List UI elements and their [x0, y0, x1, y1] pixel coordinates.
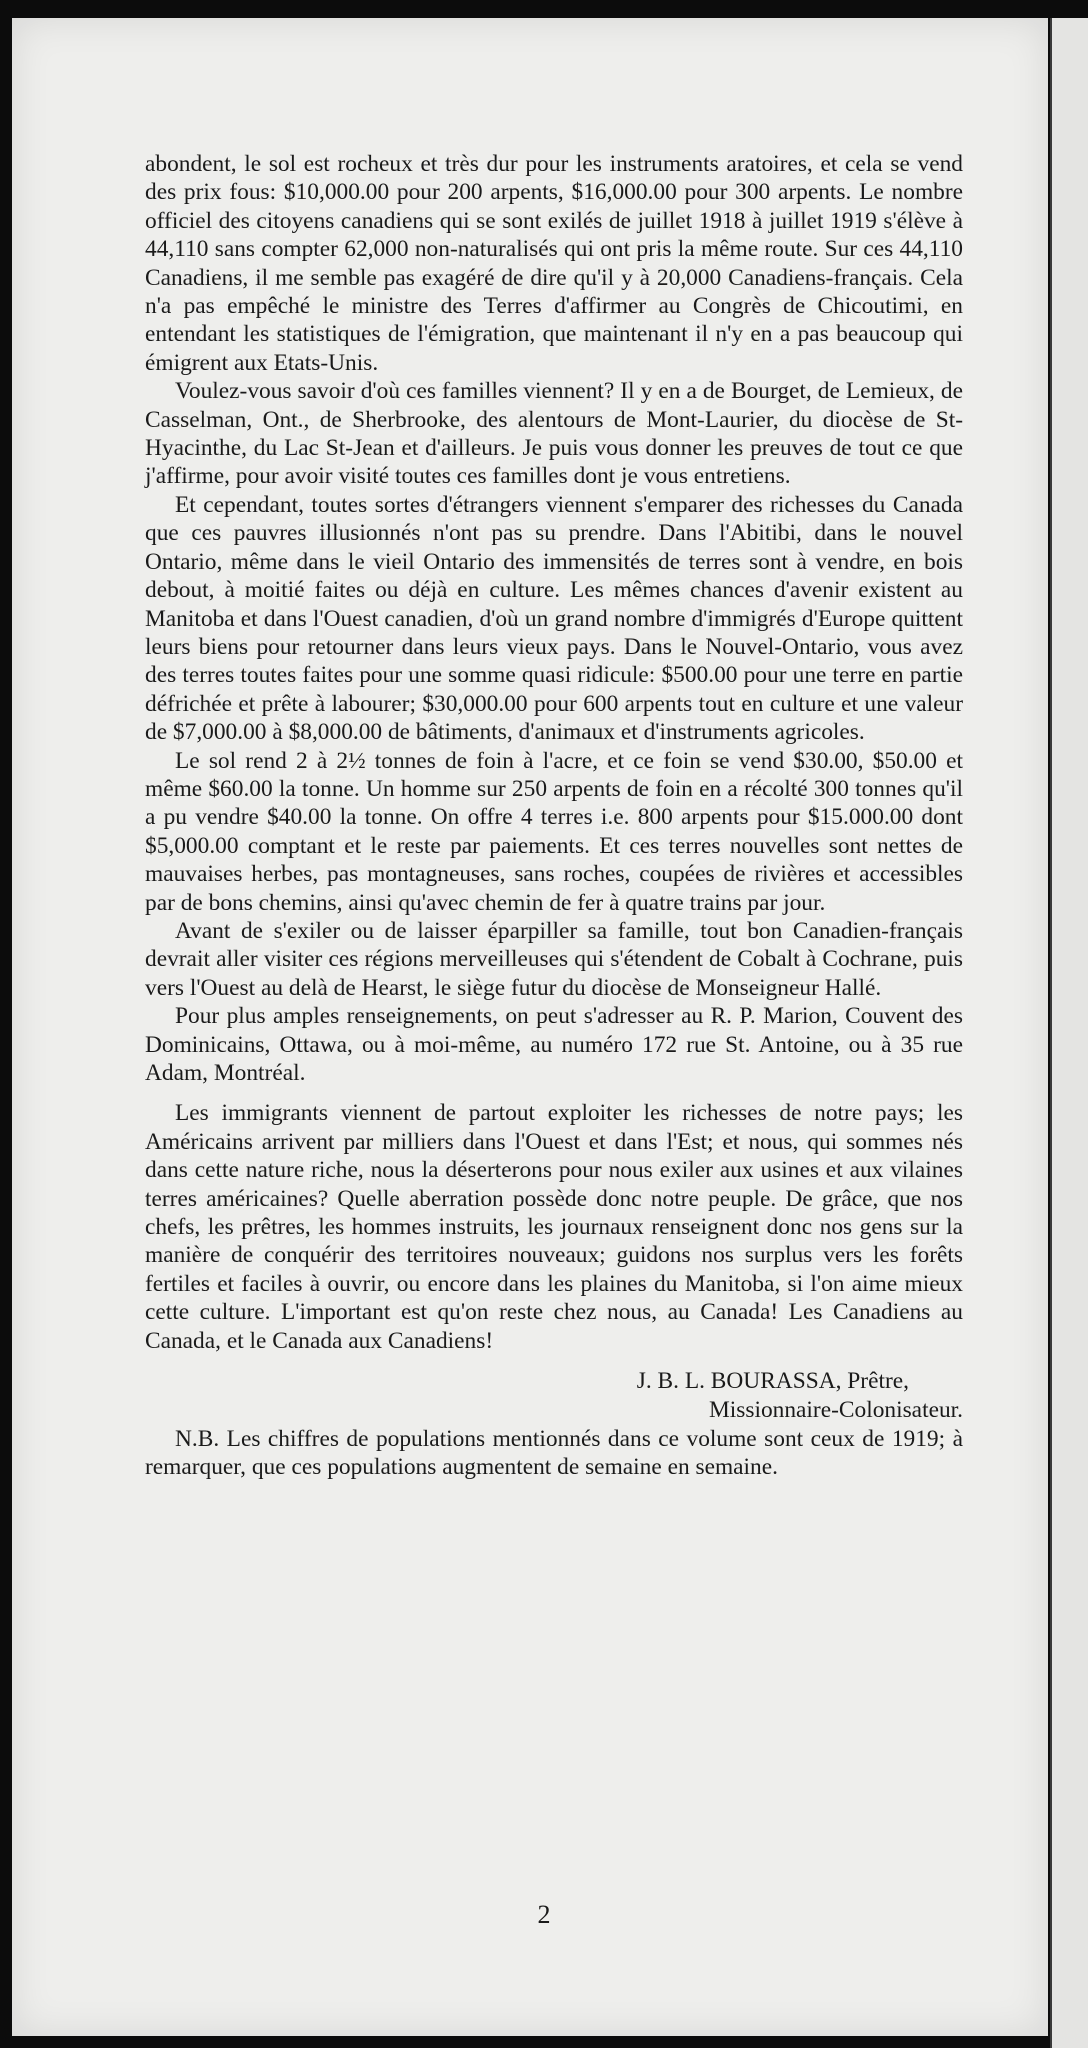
- paragraph-7: Les immigrants viennent de partout exploiter les richesses de notre pays; les Américains arrivent par milliers dans l'Ouest et dans l'Est; et nous, qui sommes nés dans cette nature riche, nous la déserterons pour nous exiler aux usines et aux vilaines terres américaines? Quelle aberration possède donc notre peuple. De grâce, que nos chefs, les prêtres, les hommes instruits, les journaux renseignent donc nos gens sur la manière de conquérir des territoires nouveaux; guidons nos surplus vers les forêts fertiles et faciles à ouvrir, ou encore dans les plaines du Manitoba, si l'on aime mieux cette culture. L'important est qu'on reste chez nous, au Canada! Les Canadiens au Canada, et le Canada aux Canadiens!: [145, 1100, 963, 1354]
- body-text: [145, 150, 963, 1482]
- signature-title: Missionnaire-Colonisateur.: [708, 1397, 963, 1424]
- signature: [145, 1367, 963, 1425]
- paragraph-1: abondent, le sol est rocheux et très dur pour les instruments aratoires, et cela se vend des prix fous: $10,000.00 pour 200 arpents, $16,000.00 pour 300 arpents. Le nombre officiel des citoyens canadiens qui se sont exilés de juillet 1918 à juillet 1919 s'élève à 44,110 sans compter 62,000 non-naturalisés qui ont pris la même route. Sur ces 44,110 Canadiens, il me semble pas exagéré de dire qu'il y à 20,000 Canadiens-français. Cela n'a pas empêché le ministre des Terres d'affirmer au Congrès de Chicoutimi, en entendant les statistiques de l'émigration, que maintenant il n'y en a pas beaucoup qui émigrent aux Etats-Unis.: [145, 151, 963, 376]
- adjacent-page-edge: [1050, 18, 1088, 2048]
- paragraph-2: Voulez-vous savoir d'où ces familles viennent? Il y en a de Bourget, de Lemieux, de Casselman, Ont., de Sherbrooke, des alentours de Mont-Laurier, du diocèse de St-Hyacinthe, du Lac St-Jean et d'ailleurs. Je puis vous donner les preuves de tout ce que j'affirme, pour avoir visité toutes ces familles dont je vous entretiens.: [145, 378, 963, 490]
- signature-name: J. B. L. BOURASSA, Prêtre,: [636, 1368, 909, 1395]
- paragraph-5: Avant de s'exiler ou de laisser éparpiller sa famille, tout bon Canadien-français devrait aller visiter ces régions merveilleuses qui s'étendent de Cobalt à Cochrane, puis vers l'Ouest au delà de Hearst, le siège futur du diocèse de Monseigneur Hallé.: [145, 917, 963, 1001]
- page-number: 2: [537, 1900, 551, 1929]
- paragraph-4: Le sol rend 2 à 2½ tonnes de foin à l'acre, et ce foin se vend $30.00, $50.00 et même $60.00 la tonne. Un homme sur 250 arpents de foin en a récolté 300 tonnes qu'il a pu vendre $40.00 la tonne. On offre 4 terres i.e. 800 arpents pour $15.000.00 dont $5,000.00 comptant et le reste par paiements. Et ces terres nouvelles sont nettes de mauvaises herbes, pas montagneuses, sans roches, coupées de rivières et accessibles par de bons chemins, ainsi qu'avec chemin de fer à quatre trains par jour.: [145, 747, 963, 916]
- paragraph-6: Pour plus amples renseignements, on peut s'adresser au R. P. Marion, Couvent des Dominicains, Ottawa, ou à moi-même, au numéro 172 rue St. Antoine, ou à 35 rue Adam, Montréal.: [145, 1003, 963, 1086]
- paragraph-3: Et cependant, toutes sortes d'étrangers viennent s'emparer des richesses du Canada que ces pauvres illusionnés n'ont pas su prendre. Dans l'Abitibi, dans le nouvel Ontario, même dans le vieil Ontario des immensités de terres sont à vendre, en bois debout, à moitié faites ou déjà en culture. Les mêmes chances d'avenir existent au Manitoba et dans l'Ouest canadien, d'où un grand nombre d'immigrés d'Europe quittent leurs biens pour retourner dans leurs vieux pays. Dans le Nouvel-Ontario, vous avez des terres toutes faites pour une somme quasi ridicule: $500.00 pour une terre en partie défrichée et prête à labourer; $30,000.00 pour 600 arpents tout en culture et une valeur de $7,000.00 à $8,000.00 de bâtiments, d'animaux et d'instruments agricoles.: [145, 491, 963, 746]
- nota-bene: N.B. Les chiffres de populations mentionnés dans ce volume sont ceux de 1919; à remarquer, que ces populations augmentent de semaine en semaine.: [145, 1426, 963, 1481]
